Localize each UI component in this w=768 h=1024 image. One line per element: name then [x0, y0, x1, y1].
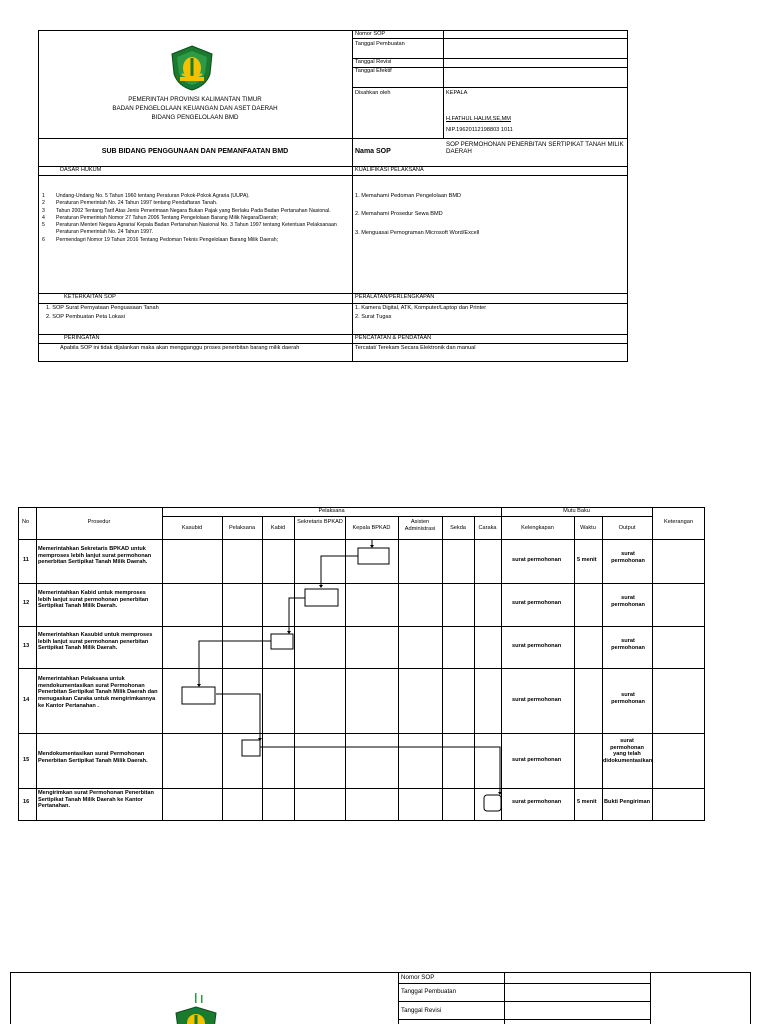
row-no: 16: [23, 799, 30, 805]
row-output: Bukti Pengiriman: [604, 799, 651, 805]
row-prosedur: Mendokumentasikan surat Permohonan Penerbitan Sertipikat Tanah Milik Daerah.: [38, 751, 148, 764]
nama-sop-value: SOP PERMOHONAN PENERBITAN SERTIPIKAT TANAH MILIK DAERAH: [446, 141, 624, 156]
pencatatan-text: Tercatat/ Terekam Secara Elektronik dan manual: [355, 345, 476, 351]
row-kelengkapan: surat permohonan: [512, 600, 562, 606]
header-actor: Pelaksana: [228, 525, 256, 531]
org-line-2: BADAN PENGELOLAAN KEUANGAN DAN ASET DAERAH: [112, 105, 278, 112]
header-mutu: Output: [618, 525, 636, 531]
peralatan-item: 1. Kamera Digital, ATK, Komputer/Laptop dan Printer: [355, 305, 487, 311]
org-line-3: BIDANG PENGELOLAAN BMD: [151, 114, 239, 121]
row-waktu: 5 menit: [577, 799, 597, 805]
row-output: surat permohonan: [611, 595, 645, 608]
kualifikasi-item: 3. Menguasai Pemograman Microsoft Word/Excell: [355, 230, 480, 236]
meta-label-tgl-efektif: Tanggal Efektif: [355, 68, 392, 74]
row-kelengkapan: surat permohonan: [512, 697, 562, 703]
meta-label-nomor: Nomor SOP: [355, 31, 386, 37]
list-item: 5 Peraturan Menteri Negara Agraria/ Kepala Badan Pertanahan Nasional No. 3 Tahun 1997 tentang Ketentuan Pelaksanaan Peraturan Pemerintah No. 24 Tahun 1997.: [42, 222, 337, 236]
meta-label-tgl-revisi: Tanggal Revisi: [355, 59, 392, 65]
list-item: 3 Tahun 2002 Tentang Tarif Atas Jenis Penerimaan Negara Bukan Pajak yang Berlaku Pada Badan Pertanahan Nasional.: [42, 207, 331, 214]
row-output: surat permohonan: [611, 692, 645, 705]
header-mutu: Kelengkapan: [521, 525, 554, 531]
row-prosedur: Mengirimkan surat Permohonan Penerbitan Sertipikat Tanah Milik Daerah ke Kantor Pertanahan.: [38, 790, 154, 810]
keterkaitan-label: KETERKAITAN SOP: [64, 294, 116, 300]
row-kelengkapan: surat permohonan: [512, 757, 562, 763]
row-output: surat permohonan: [611, 551, 645, 564]
keterkaitan-item: 1. SOP Surat Pernyataan Penguasaan Tanah: [46, 305, 159, 311]
row-no: 13: [23, 643, 30, 649]
row-output: surat permohonan yang telah didokumentasikan: [603, 738, 653, 765]
kualifikasi-item: 1. Memahami Pedoman Pengelolaan BMD: [355, 193, 462, 199]
peralatan-item: 2. Surat Tugas: [355, 314, 392, 320]
disahkan-label: Disahkan oleh: [355, 90, 391, 96]
header-actor: Sekda: [450, 525, 466, 531]
peringatan-label: PERINGATAN: [64, 335, 100, 341]
header-mutu: Waktu: [580, 525, 596, 531]
meta-label-tgl-pembuatan: Tanggal Pembuatan: [355, 41, 405, 47]
signer-title: KEPALA: [446, 90, 468, 96]
meta-label-tgl-revisi-2: Tanggal Revisi: [401, 1007, 442, 1014]
row-prosedur: Memerintahkan Kabid untuk memproses lebih lanjut surat permohonan penerbitan Sertipikat Tanah Milik Daerah.: [38, 590, 149, 610]
header-prosedur: Prosedur: [87, 519, 111, 525]
header-no: No: [22, 519, 30, 525]
kaltim-emblem-icon: [172, 993, 220, 1024]
dasar-hukum-label: DASAR HUKUM: [60, 167, 102, 173]
row-prosedur: Memerintahkan Kasubid untuk memproses lebih lanjut surat permohonan penerbitan Sertipikat Tanah Milik Daerah.: [38, 632, 153, 652]
row-prosedur: Memerintahkan Sekretaris BPKAD untuk memproses lebih lanjut surat permohonan penerbitan Sertipikat Tanah Milik Daerah.: [38, 546, 152, 566]
row-no: 14: [23, 697, 30, 703]
nama-sop-label: Nama SOP: [355, 148, 391, 155]
signer-nip: NIP.19620112198803 1011: [446, 127, 513, 133]
signer-name: H.FATHUL HALIM,SE,MM: [446, 116, 511, 122]
row-prosedur: Memerintahkan Pelaksana untuk mendokumentasikan surat Permohonan Penerbitan Sertipikat Tanah Milik Daerah dan menugaskan Caraka untuk mengirimkannya ke Kantor Pertanahan .: [38, 676, 158, 709]
header-pelaksana: Pelaksana: [318, 508, 345, 514]
sop-header-frame-2: [10, 972, 751, 1024]
row-no: 15: [23, 757, 30, 763]
row-no: 12: [23, 600, 30, 606]
header-actor: Asisten Administrasi: [404, 519, 436, 532]
kualifikasi-label: KUALIFIKASI PELAKSANA: [355, 167, 424, 173]
header-actor: Kasubid: [181, 525, 203, 531]
unit-title: SUB BIDANG PENGGUNAAN DAN PEMANFAATAN BMD: [101, 148, 289, 155]
kualifikasi-item: 2. Memahami Prosedur Sewa BMD: [355, 211, 443, 217]
meta-label-tgl-pembuatan-2: Tanggal Pembuatan: [401, 988, 457, 995]
peringatan-text: Apabila SOP ini tidak dijalankan maka akan mengganggu proses penerbitan barang milik daerah: [60, 345, 300, 351]
peralatan-label: PERALATAN/PERLENGKAPAN: [355, 294, 435, 300]
header-keterangan: Keterangan: [664, 519, 693, 525]
meta-label-nomor-2: Nomor SOP: [401, 974, 435, 981]
list-item: 4 Peraturan Pemerintah Nomor 27 Tahun 2006 Tentang Pengelolaan Barang Milik Negara/Daerah;: [42, 214, 278, 221]
keterkaitan-item: 2. SOP Pembuatan Peta Lokasi: [46, 314, 125, 320]
row-kelengkapan: surat permohonan: [512, 799, 562, 805]
list-item: 1 Undang-Undang No. 5 Tahun 1960 tentang Peraturan Pokok-Pokok Agraria (UUPA).: [42, 193, 250, 199]
header-actor: Caraka: [478, 525, 497, 531]
pencatatan-label: PENCATATAN & PENDATAAN: [355, 335, 432, 341]
row-kelengkapan: surat permohonan: [512, 557, 562, 563]
row-waktu: 5 menit: [577, 557, 597, 563]
list-item: 2 Peraturan Pemerintah No. 24 Tahun 1997 tentang Pendaftaran Tanah.: [42, 200, 218, 207]
org-line-1: PEMERINTAH PROVINSI KALIMANTAN TIMUR: [128, 96, 262, 103]
row-no: 11: [23, 557, 29, 563]
list-item: 6 Permendagri Nomor 19 Tahun 2016 Tentang Pedoman Teknis Pengelolaan Barang Milik Daerah;: [42, 236, 279, 243]
row-kelengkapan: surat permohonan: [512, 643, 562, 649]
row-output: surat permohonan: [611, 638, 645, 651]
header-actor: Kabid: [270, 525, 286, 531]
header-actor: Sekretaris BPKAD: [297, 519, 343, 525]
header-mutu-baku: Mutu Baku: [563, 508, 590, 514]
header-actor: Kepala BPKAD: [352, 525, 391, 531]
